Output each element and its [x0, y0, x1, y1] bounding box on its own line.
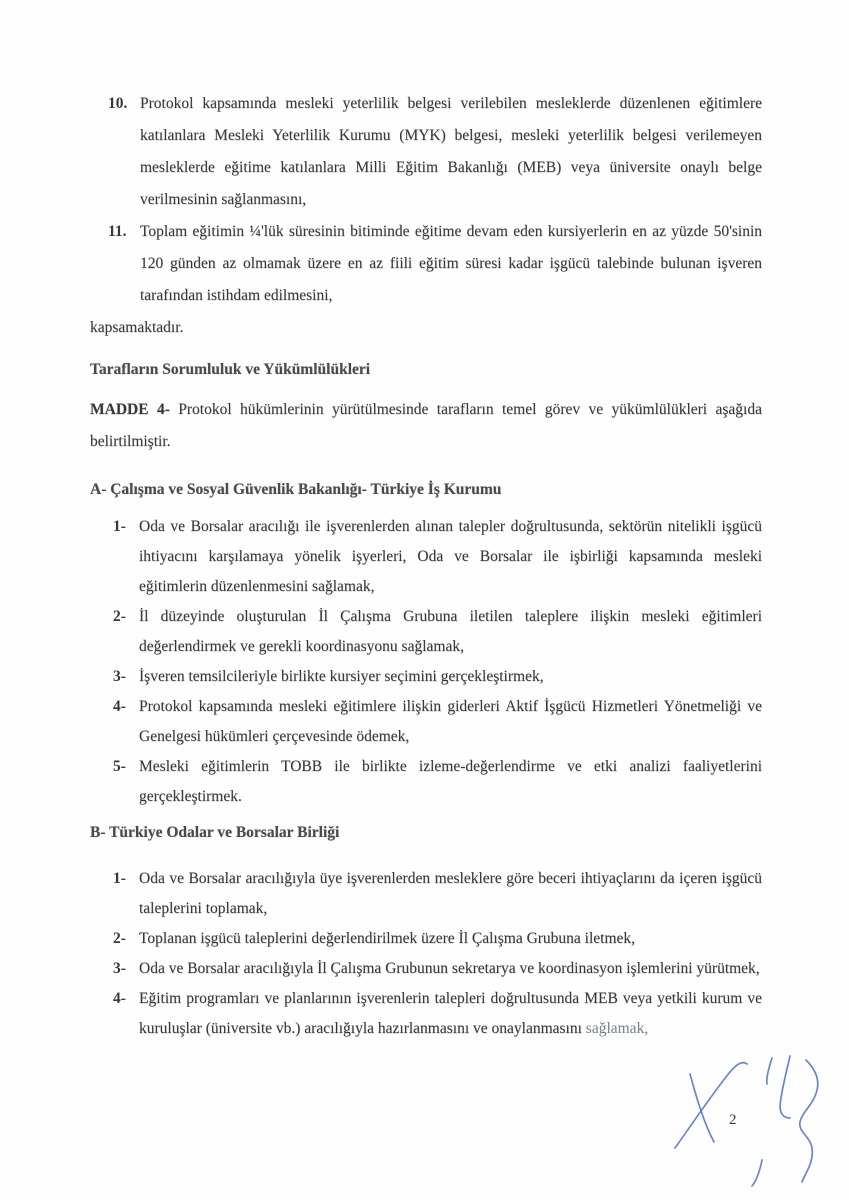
section-heading-b: B- Türkiye Odalar ve Borsalar Birliği: [90, 823, 340, 841]
item-text: Toplam eğitimin ¼'lük süresinin bitiminde eğitime devam eden kursiyerlerin en az yüzde 50'sinin 120 günden az olmamak üzere en az fiili eğitim süresi kadar işgücü talebinde bulunan işveren tarafından istihdam edilmesini,: [140, 223, 762, 304]
signature-ink: [600, 1030, 849, 1200]
section-a-list: [90, 512, 762, 812]
item-text: Oda ve Borsalar aracılığıyla İl Çalışma Grubunun sekretarya ve koordinasyon işlemlerini yürütmek,: [139, 959, 760, 977]
item-number: 1-: [113, 517, 126, 535]
article-madde4: [90, 394, 762, 458]
intro-list: [90, 88, 762, 312]
item-number: 3-: [113, 667, 126, 685]
section-b-list: [90, 864, 762, 1044]
item-number: 4-: [113, 989, 126, 1007]
item-text: [139, 984, 762, 1044]
section-heading-a: A- Çalışma ve Sosyal Güvenlik Bakanlığı- Türkiye İş Kurumu: [90, 480, 502, 498]
item-text: Toplanan işgücü taleplerini değerlendirilmek üzere İl Çalışma Grubuna iletmek,: [139, 929, 636, 947]
signature-stroke-initial-i: [767, 1058, 772, 1084]
item-number: 10.: [108, 95, 128, 112]
list-item: [90, 954, 762, 984]
list-item: [90, 924, 762, 954]
signature-stroke-initial-stem: [780, 1056, 790, 1118]
list-item: [90, 88, 762, 216]
item-text-main: Eğitim programları ve planlarının işverenlerin talepleri doğrultusunda MEB veya yetkili kurum ve kuruluşlar (üniversite vb.) aracılığıyla hazırlanmasını ve onaylanmasını: [139, 989, 762, 1037]
signature-stroke-tail: [752, 1160, 762, 1186]
signature-stroke-initial-s: [800, 1060, 818, 1182]
section-heading-responsibilities: Tarafların Sorumluluk ve Yükümlülükleri: [90, 361, 371, 378]
article-label: MADDE 4-: [90, 401, 170, 418]
item-text: Protokol kapsamında mesleki eğitimlere ilişkin giderleri Aktif İşgücü Hizmetleri Yönetmeliği ve Genelgesi hükümleri çerçevesinde ödemek,: [139, 697, 762, 745]
item-number: 5-: [113, 757, 126, 775]
list-item: [90, 984, 762, 1044]
item-number: 1-: [113, 869, 126, 887]
list-item: [90, 602, 762, 662]
item-number: 11.: [108, 223, 127, 240]
list-item: [90, 512, 762, 602]
item-text: İşveren temsilcileriyle birlikte kursiyer seçimini gerçekleştirmek,: [139, 667, 544, 685]
item-text: İl düzeyinde oluşturulan İl Çalışma Grubuna iletilen taleplere ilişkin mesleki eğitimleri değerlendirmek ve gerekli koordinasyonu sağlamak,: [139, 607, 762, 655]
list-item: [90, 692, 762, 752]
item-text: Oda ve Borsalar aracılığı ile işverenlerden alınan talepler doğrultusunda, sektörün nitelikli işgücü ihtiyacını karşılamaya yönelik işyerleri, Oda ve Borsalar ile işbirliği kapsamında mesleki eğitimlerin düzenlenmesini sağlamak,: [139, 517, 762, 595]
item-number: 2-: [113, 607, 126, 625]
item-number: 3-: [113, 959, 126, 977]
signature-stroke-cross-1: [675, 1063, 747, 1148]
list-item: [90, 216, 762, 312]
item-number: 2-: [113, 929, 126, 947]
article-text: Protokol hükümlerinin yürütülmesinde tarafların temel görev ve yükümlülükleri aşağıda belirtilmiştir.: [90, 401, 762, 450]
item-text: Protokol kapsamında mesleki yeterlilik belgesi verilebilen mesleklerde düzenlenen eğitimlere katılanlara Mesleki Yeterlilik Kurumu (MYK) belgesi, mesleki yeterlilik belgesi verilemeyen mesleklerde eğitime katılanlara Milli Eğitim Bakanlığı (MEB) veya üniversite onaylı belge verilmesinin sağlanmasını,: [140, 95, 762, 208]
item-text-faded: sağlamak,: [585, 1019, 649, 1037]
item-text: Oda ve Borsalar aracılığıyla üye işverenlerden mesleklere göre beceri ihtiyaçlarını da içeren işgücü taleplerini toplamak,: [139, 869, 762, 917]
signature-stroke-cross-2: [690, 1074, 714, 1142]
list-item: [90, 864, 762, 924]
list-item: [90, 752, 762, 812]
item-number: 4-: [113, 697, 126, 715]
list-item: [90, 662, 762, 692]
item-text: Mesleki eğitimlerin TOBB ile birlikte izleme-değerlendirme ve etki analizi faaliyetlerini gerçekleştirmek.: [139, 757, 762, 805]
document-content: [90, 88, 762, 1044]
closing-line: kapsamaktadır.: [90, 319, 184, 336]
page-number: 2: [729, 1112, 737, 1128]
